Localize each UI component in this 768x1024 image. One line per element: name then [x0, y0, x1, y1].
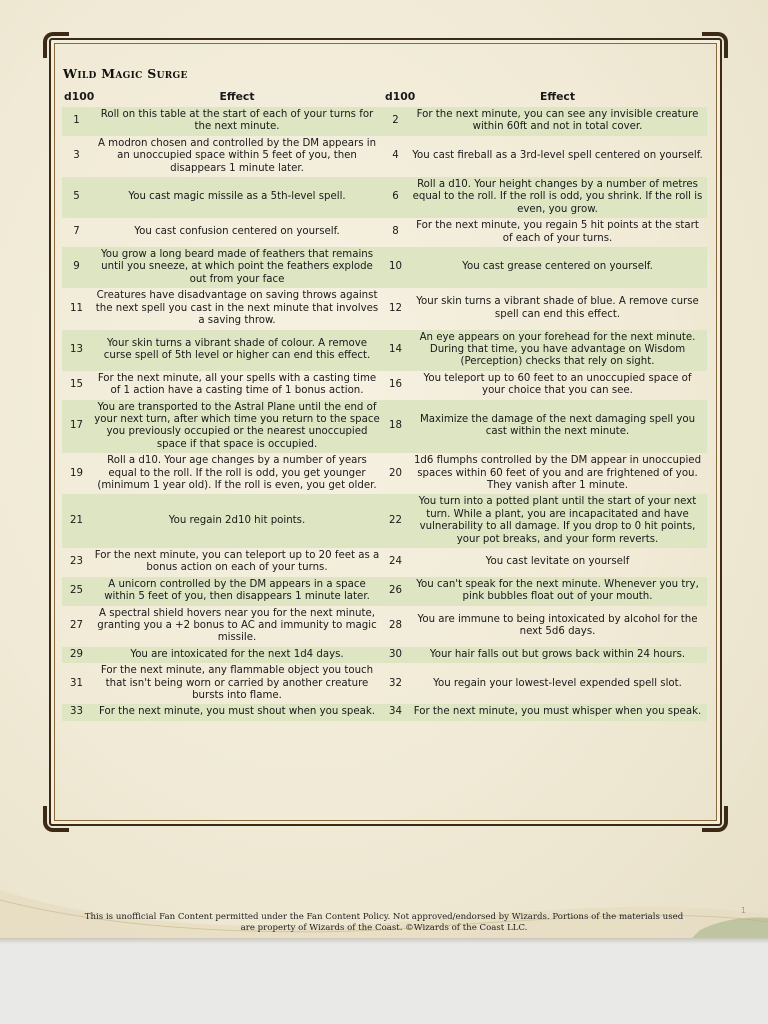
- effect-text: 1d6 flumphs controlled by the DM appear in unoccupied spaces within 60 feet of you and are frightened of you. They vanish after 1 minute.: [413, 455, 702, 491]
- effect-text: For the next minute, you must whisper when you speak.: [408, 704, 707, 720]
- page-edge-shadow: [0, 938, 768, 944]
- roll-number: 17: [62, 400, 91, 454]
- roll-number: 19: [70, 467, 83, 479]
- header-effect-left: Effect: [219, 90, 255, 104]
- table-row: [62, 400, 707, 454]
- effect-text: A modron chosen and controlled by the DM appears in an unoccupied space within 5 feet of you, then disappears 1 minute later.: [97, 137, 377, 174]
- effect-text: You cast magic missile as a 5th-level spell.: [91, 177, 383, 218]
- table-row: [62, 647, 707, 663]
- roll-number: 8: [392, 226, 399, 238]
- roll-number: 11: [70, 302, 83, 314]
- effect-text: Roll a d10. Your age changes by a number of years equal to the roll. If the roll is odd, you get younger (minimum 1 year old). If the roll is even, you get older.: [97, 455, 377, 491]
- table-row: [62, 330, 707, 371]
- effect-text: For the next minute, you regain 5 hit points at the start of each of your turns.: [416, 220, 699, 244]
- roll-number: 7: [73, 226, 80, 238]
- roll-number: 16: [389, 378, 402, 390]
- effect-text: Your skin turns a vibrant shade of blue. A remove curse spell can end this effect.: [416, 296, 699, 320]
- frame-corner: [43, 32, 69, 58]
- roll-number: 10: [383, 247, 408, 288]
- roll-number: 20: [389, 467, 402, 479]
- legal-footer: [40, 912, 728, 934]
- effect-text: You are transported to the Astral Plane until the end of your next turn, after which time you return to the space you previously occupied or the nearest unoccupied space if that space is occupied.: [91, 400, 383, 454]
- effect-text: You regain your lowest-level expended spell slot.: [433, 677, 682, 689]
- footer-line: This is unofficial Fan Content permitted under the Fan Content Policy. Not approved/endorsed by Wizards. Portions of the materials used: [84, 912, 684, 922]
- roll-number: 22: [383, 494, 408, 548]
- frame-corner: [43, 806, 69, 832]
- roll-number: 14: [383, 330, 408, 371]
- roll-number: 34: [383, 704, 408, 720]
- effect-text: You regain 2d10 hit points.: [91, 494, 383, 548]
- effect-text: You turn into a potted plant until the start of your next turn. While a plant, you are incapacitated and have vulnerability to all damage. If you drop to 0 hit points, your pot breaks, and your form reverts.: [408, 494, 707, 548]
- effect-text: Your skin turns a vibrant shade of colour. A remove curse spell of 5th level or higher can end this effect.: [91, 330, 383, 371]
- table-row: [62, 577, 707, 606]
- roll-number: 25: [62, 577, 91, 606]
- effect-text: Maximize the damage of the next damaging spell you cast within the next minute.: [408, 400, 707, 454]
- effect-text: You cast fireball as a 3rd-level spell centered on yourself.: [412, 150, 703, 162]
- roll-number: 3: [73, 150, 80, 162]
- roll-number: 26: [383, 577, 408, 606]
- page-number: 1: [740, 906, 746, 915]
- roll-number: 18: [383, 400, 408, 454]
- table-row: [62, 288, 707, 329]
- header-effect-right: Effect: [539, 90, 575, 104]
- effect-text: A spectral shield hovers near you for the next minute, granting you a +2 bonus to AC and immunity to magic missile.: [97, 607, 377, 644]
- roll-number: 30: [383, 647, 408, 663]
- table-row: [62, 371, 707, 400]
- table-row: [62, 663, 707, 704]
- roll-number: 27: [70, 620, 83, 632]
- effect-text: A unicorn controlled by the DM appears in a space within 5 feet of you, then disappears 1 minute later.: [91, 577, 383, 606]
- roll-number: 23: [70, 556, 83, 568]
- table-row: [62, 218, 707, 247]
- effect-text: You cast levitate on yourself: [485, 556, 630, 568]
- effect-text: You can't speak for the next minute. Whenever you try, pink bubbles float out of your mouth.: [408, 577, 707, 606]
- table-header-row: [62, 88, 707, 107]
- roll-number: 28: [389, 620, 402, 632]
- effect-text: You teleport up to 60 feet to an unoccupied space of your choice that you can see.: [423, 372, 692, 397]
- roll-number: 2: [383, 107, 408, 136]
- table-row: [62, 247, 707, 288]
- roll-number: 4: [392, 150, 399, 162]
- table-row: [62, 606, 707, 647]
- roll-number: 33: [62, 704, 91, 720]
- effect-text: For the next minute, you must shout when you speak.: [91, 704, 383, 720]
- roll-number: 21: [62, 494, 91, 548]
- table-row: [62, 136, 707, 177]
- roll-number: 13: [62, 330, 91, 371]
- effect-text: For the next minute, any flammable object you touch that isn't being worn or carried by another creature bursts into flame.: [100, 665, 374, 702]
- table-row: [62, 107, 707, 136]
- effect-text: For the next minute, all your spells with a casting time of 1 action have a casting time of 1 bonus action.: [97, 372, 377, 397]
- effect-text: Your hair falls out but grows back within 24 hours.: [408, 647, 707, 663]
- effect-text: For the next minute, you can teleport up to 20 feet as a bonus action on each of your turns.: [94, 550, 380, 574]
- roll-number: 24: [389, 556, 402, 568]
- roll-number: 5: [62, 177, 91, 218]
- table-row: [62, 494, 707, 548]
- footer-line: are property of Wizards of the Coast. ©Wizards of the Coast LLC.: [240, 923, 528, 933]
- roll-number: 12: [389, 302, 402, 314]
- effect-text: You grow a long beard made of feathers that remains until you sneeze, at which point the feathers explode out from your face: [91, 247, 383, 288]
- effect-text: You cast confusion centered on yourself.: [134, 226, 340, 238]
- effect-text: Roll on this table at the start of each of your turns for the next minute.: [91, 107, 383, 136]
- frame-corner: [702, 806, 728, 832]
- roll-number: 29: [62, 647, 91, 663]
- roll-number: 32: [389, 677, 402, 689]
- roll-number: 6: [383, 177, 408, 218]
- table-row: [62, 704, 707, 720]
- effect-text: You are immune to being intoxicated by alcohol for the next 5d6 days.: [417, 613, 698, 638]
- effect-text: Creatures have disadvantage on saving throws against the next spell you cast in the next minute that involves a saving throw.: [95, 290, 379, 327]
- effect-text: An eye appears on your forehead for the next minute. During that time, you have advantage on Wisdom (Perception) checks that rely on sight.: [408, 330, 707, 371]
- effect-text: You cast grease centered on yourself.: [408, 247, 707, 288]
- frame-corner: [702, 32, 728, 58]
- roll-number: 15: [70, 378, 83, 390]
- table-row: [62, 453, 707, 494]
- effect-text: For the next minute, you can see any invisible creature within 60ft and not in total cover.: [408, 107, 707, 136]
- table-row: [62, 177, 707, 218]
- header-d100-left: d100: [64, 90, 95, 104]
- table-title: Wild Magic Surge: [63, 66, 188, 81]
- effect-text: Roll a d10. Your height changes by a number of metres equal to the roll. If the roll is odd, you shrink. If the roll is even, you grow.: [408, 177, 707, 218]
- roll-number: 9: [62, 247, 91, 288]
- roll-number: 31: [70, 677, 83, 689]
- effect-text: You are intoxicated for the next 1d4 days.: [91, 647, 383, 663]
- wild-magic-table: [62, 88, 707, 721]
- header-d100-right: d100: [385, 90, 416, 104]
- roll-number: 1: [62, 107, 91, 136]
- table-row: [62, 548, 707, 577]
